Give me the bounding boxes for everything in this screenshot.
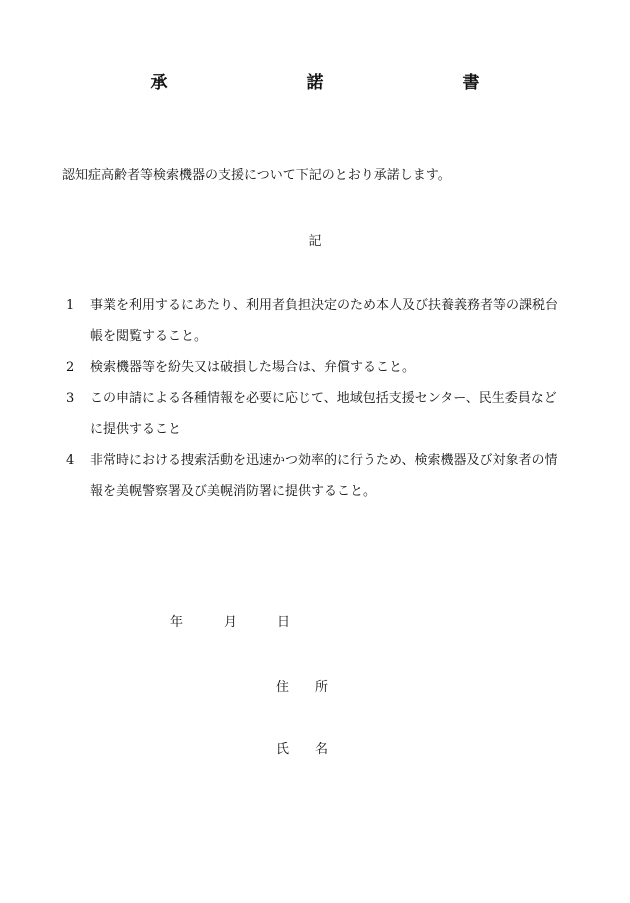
title-char-1: 承 bbox=[150, 73, 168, 93]
date-day-label: 日 bbox=[277, 615, 291, 630]
date-month-label: 月 bbox=[224, 615, 238, 630]
address-field bbox=[276, 676, 330, 695]
address-label: 住 所 bbox=[276, 680, 329, 695]
document-title bbox=[0, 68, 630, 93]
item-line: 帳を閲覧すること。 bbox=[90, 329, 208, 344]
list-item bbox=[62, 383, 582, 445]
item-line: 検索機器等を紛失又は破損した場合は、弁償すること。 bbox=[90, 360, 416, 375]
list-item bbox=[62, 352, 582, 383]
title-char-2: 諾 bbox=[306, 73, 324, 93]
list-item bbox=[62, 445, 582, 507]
item-line: この申請による各種情報を必要に応じて、地域包括支援センター、民生委員など bbox=[90, 391, 557, 406]
item-number: 1 bbox=[66, 298, 75, 313]
item-line: 事業を利用するにあたり、利用者負担決定のため本人及び扶養義務者等の課税台 bbox=[90, 298, 559, 313]
title-char-3: 書 bbox=[462, 73, 480, 93]
item-number: 4 bbox=[66, 453, 75, 468]
item-line: に提供すること bbox=[90, 422, 182, 437]
name-label: 氏 名 bbox=[276, 742, 329, 757]
item-line: 報を美幌警察署及び美幌消防署に提供すること。 bbox=[90, 484, 377, 499]
consent-statement: 認知症高齢者等検索機器の支援について下記のとおり承諾します。 bbox=[62, 168, 451, 183]
item-line: 非常時における捜索活動を迅速かつ効率的に行うため、検索機器及び対象者の情 bbox=[90, 453, 558, 468]
item-number: 3 bbox=[66, 391, 75, 406]
name-field bbox=[276, 738, 330, 757]
consent-items bbox=[62, 290, 582, 507]
date-year-label: 年 bbox=[170, 615, 184, 630]
ki-heading: 記 bbox=[308, 234, 322, 249]
list-item bbox=[62, 290, 582, 352]
item-number: 2 bbox=[66, 360, 75, 375]
